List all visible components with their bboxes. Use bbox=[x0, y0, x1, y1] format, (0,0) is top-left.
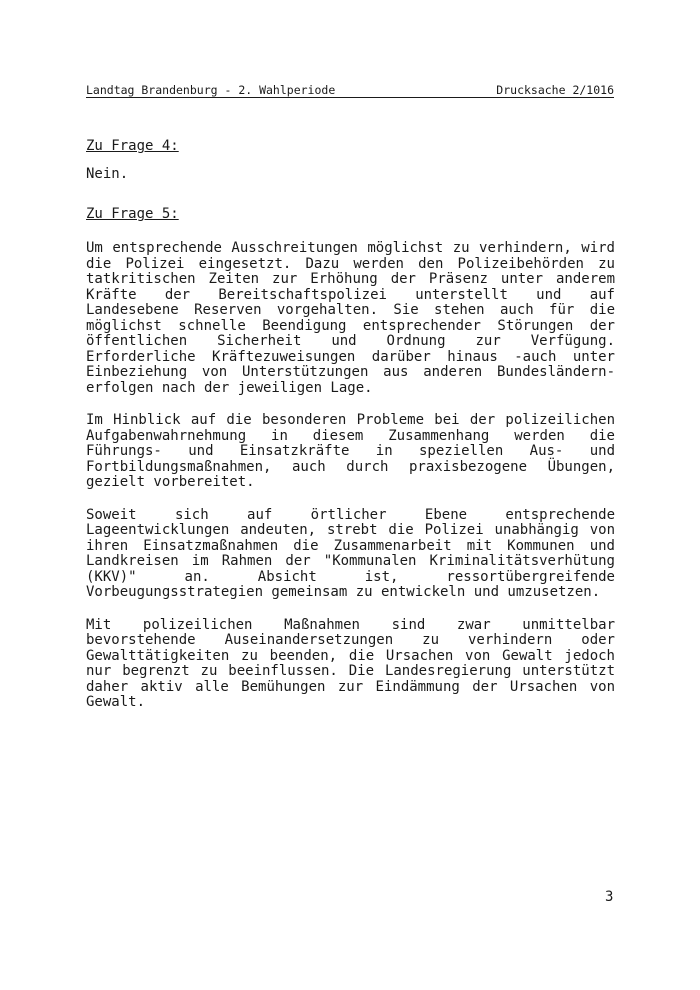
question-4-answer: Nein. bbox=[86, 166, 129, 182]
header-document-number: Drucksache 2/1016 bbox=[496, 83, 614, 97]
document-body bbox=[86, 137, 615, 711]
question-5-heading: Zu Frage 5: bbox=[86, 206, 179, 222]
answer-5-paragraph-1: Um entsprechende Ausschreitungen möglichst zu verhindern, wird die Polizei eingesetzt. Dazu werden den Polizeibehörden zu tatkritischen Zeiten zur Erhöhung der Präsenz unter anderem Kräfte der Bereitschaftspolizei unterstellt und auf Landesebene Reserven vorgehalten. Sie stehen auch für die möglichst schnelle Beendigung entsprechender Störungen der öffentlichen Sicherheit und Ordnung zur Verfügung. Erforderliche Kräftezuweisungen darüber hinaus -auch unter Einbeziehung von Unterstützungen aus anderen Bundesländern- erfolgen nach der jeweiligen Lage. bbox=[86, 240, 615, 396]
answer-5-paragraph-4: Mit polizeilichen Maßnahmen sind zwar unmittelbar bevorstehende Auseinandersetzungen zu verhindern oder Gewalttätigkeiten zu beenden, die Ursachen von Gewalt jedoch nur begrenzt zu beeinflussen. Die Landesregierung unterstützt daher aktiv alle Bemühungen zur Eindämmung der Ursachen von Gewalt. bbox=[86, 616, 615, 710]
page-number: 3 bbox=[605, 889, 614, 905]
answer-5-paragraph-2: Im Hinblick auf die besonderen Probleme bei der polizeilichen Aufgabenwahrnehmung in diesem Zusammenhang werden die Führungs- und Einsatzkräfte in speziellen Aus- und Fortbildungsmaßnahmen, auch durch praxisbezogene Übungen, gezielt vorbereitet. bbox=[86, 412, 615, 490]
header-title: Landtag Brandenburg - 2. Wahlperiode bbox=[86, 83, 336, 97]
question-4-heading: Zu Frage 4: bbox=[86, 138, 179, 154]
answer-5-paragraph-3: Soweit sich auf örtlicher Ebene entsprechende Lageentwicklungen andeuten, strebt die Polizei unabhängig von ihren Einsatzmaßnahmen die Zusammenarbeit mit Kommunen und Landkreisen im Rahmen der "Kommunalen Kriminalitätsverhütung (KKV)" an. Absicht ist, ressortübergreifende Vorbeugungsstrategien gemeinsam zu entwickeln und umzusetzen. bbox=[86, 506, 615, 600]
page-header bbox=[86, 83, 614, 98]
